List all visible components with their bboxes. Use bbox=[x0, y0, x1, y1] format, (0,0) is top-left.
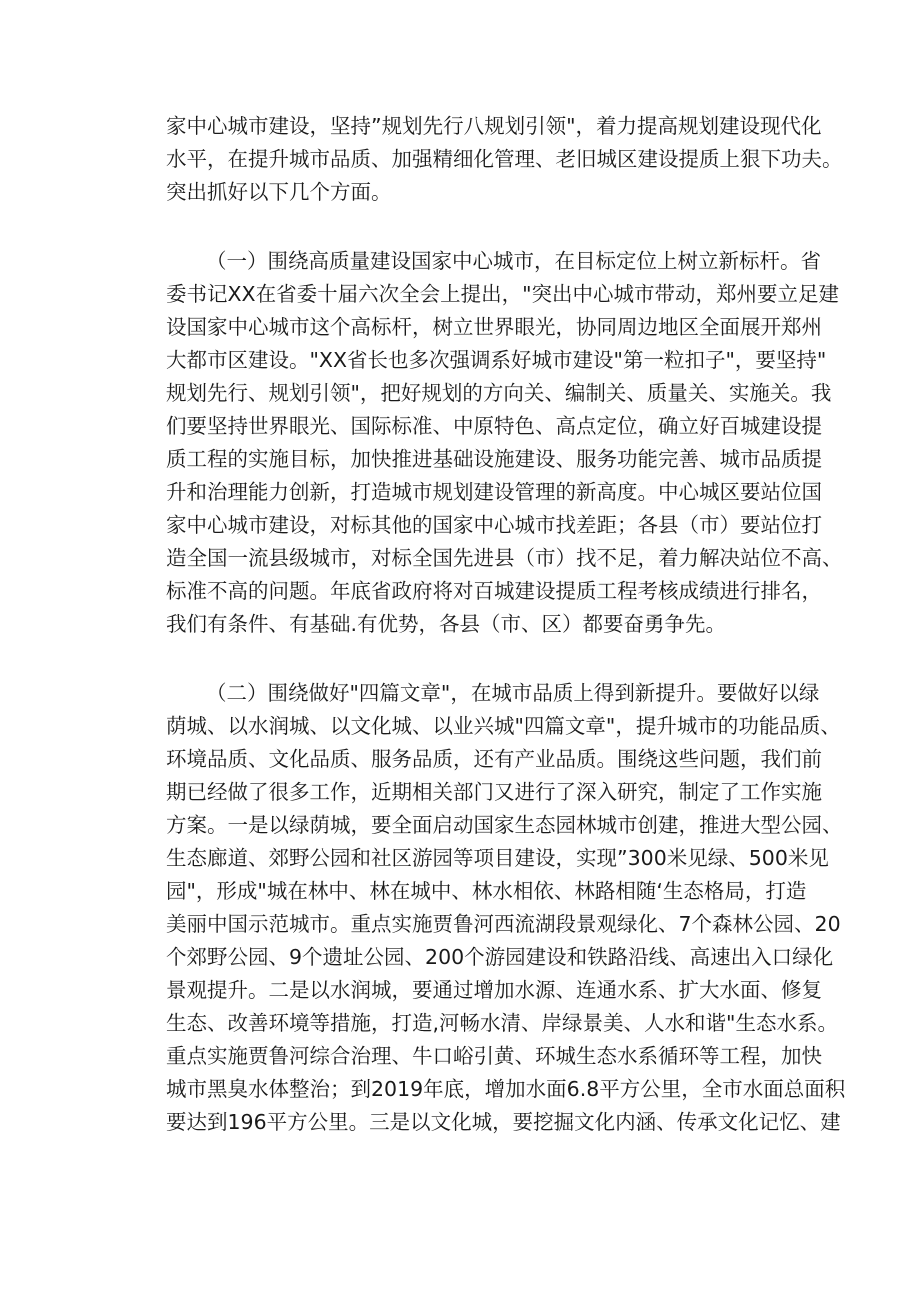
paragraph-3-line-1: （二）围绕做好"四篇文章"，在城市品质上得到新提升。要做好以绿 bbox=[206, 681, 820, 705]
paragraph-2-line-3: 设国家中心城市这个高标杆，树立世界眼光，协同周边地区全面展开郑州 bbox=[166, 315, 822, 339]
paragraph-2-line-2: 委书记XX在省委十届六次全会上提出，"突出中心城市带动，郑州要立足建 bbox=[166, 282, 840, 306]
paragraph-1-line-2: 水平，在提升城市品质、加强精细化管理、老旧城区建设提质上狠下功夫。 bbox=[166, 147, 843, 171]
paragraph-3-line-11: 生态、改善环境等措施，打造,河畅水清、岸绿景美、人水和谐"生态水系。 bbox=[166, 1011, 838, 1035]
paragraph-2-line-9: 家中心城市建设，对标其他的国家中心城市找差距；各县（市）要站位打 bbox=[166, 513, 822, 537]
paragraph-2-line-4: 大都市区建设。"XX省长也多次强调系好城市建设"第一粒扣子"，要坚持" bbox=[166, 348, 827, 372]
paragraph-2-line-5: 规划先行、规划引领"，把好规划的方向关、编制关、质量关、实施关。我 bbox=[166, 381, 832, 405]
paragraph-3-line-6: 生态廊道、郊野公园和社区游园等项目建设，实现”300米见绿、500米见 bbox=[166, 846, 829, 870]
paragraph-2-line-6: 们要坚持世界眼光、国际标准、中原特色、高点定位，确立好百城建设提 bbox=[166, 414, 822, 438]
paragraph-3-line-4: 期已经做了很多工作，近期相关部门又进行了深入研究，制定了工作实施 bbox=[166, 780, 822, 804]
paragraph-3-line-13: 城市黑臭水体整治；到2019年底，增加水面6.8平方公里，全市水面总面积 bbox=[166, 1077, 846, 1101]
paragraph-3-line-3: 环境品质、文化品质、服务品质，还有产业品质。围绕这些问题，我们前 bbox=[166, 747, 822, 771]
paragraph-3-line-5: 方案。一是以绿荫城，要全面启动国家生态园林城市创建，推进大型公园、 bbox=[166, 813, 843, 837]
paragraph-2-line-12: 我们有条件、有基础.有优势，各县（市、区）都要奋勇争先。 bbox=[166, 612, 727, 636]
paragraph-2-line-7: 质工程的实施目标，加快推进基础设施建设、服务功能完善、城市品质提 bbox=[166, 447, 822, 471]
paragraph-2-line-1: （一）围绕高质量建设国家中心城市，在目标定位上树立新标杆。省 bbox=[206, 249, 821, 273]
paragraph-3-line-9: 个郊野公园、9个遗址公园、200个游园建设和铁路沿线、高速出入口绿化 bbox=[166, 945, 834, 969]
paragraph-3-line-12: 重点实施贾鲁河综合治理、牛口峪引黄、环城生态水系循环等工程，加快 bbox=[166, 1044, 822, 1068]
paragraph-3-line-10: 景观提升。二是以水润城，要通过增加水源、连通水系、扩大水面、修复 bbox=[166, 978, 822, 1002]
paragraph-3-line-8: 美丽中国示范城市。重点实施贾鲁河西流湖段景观绿化、7个森林公园、20 bbox=[166, 912, 841, 936]
paragraph-2-line-10: 造全国一流县级城市，对标全国先进县（市）找不足，着力解决站位不高、 bbox=[166, 546, 843, 570]
paragraph-3-line-7: 园"，形成"城在林中、林在城中、林水相依、林路相随‘生态格局，打造 bbox=[166, 879, 807, 903]
paragraph-3-line-2: 荫城、以水润城、以文化城、以业兴城"四篇文章"，提升城市的功能品质、 bbox=[166, 714, 841, 738]
paragraph-3-line-14: 要达到196平方公里。三是以文化城，要挖掘文化内涵、传承文化记忆、建 bbox=[166, 1110, 841, 1134]
paragraph-2-line-8: 升和治理能力创新，打造城市规划建设管理的新高度。中心城区要站位国 bbox=[166, 480, 822, 504]
paragraph-2-line-11: 标准不高的问题。年底省政府将对百城建设提质工程考核成绩进行排名， bbox=[166, 579, 822, 603]
paragraph-1-line-3: 突出抓好以下几个方面。 bbox=[166, 180, 392, 204]
paragraph-1-line-1: 家中心城市建设，坚持”规划先行八规划引领"，着力提高规划建设现代化 bbox=[166, 114, 822, 138]
